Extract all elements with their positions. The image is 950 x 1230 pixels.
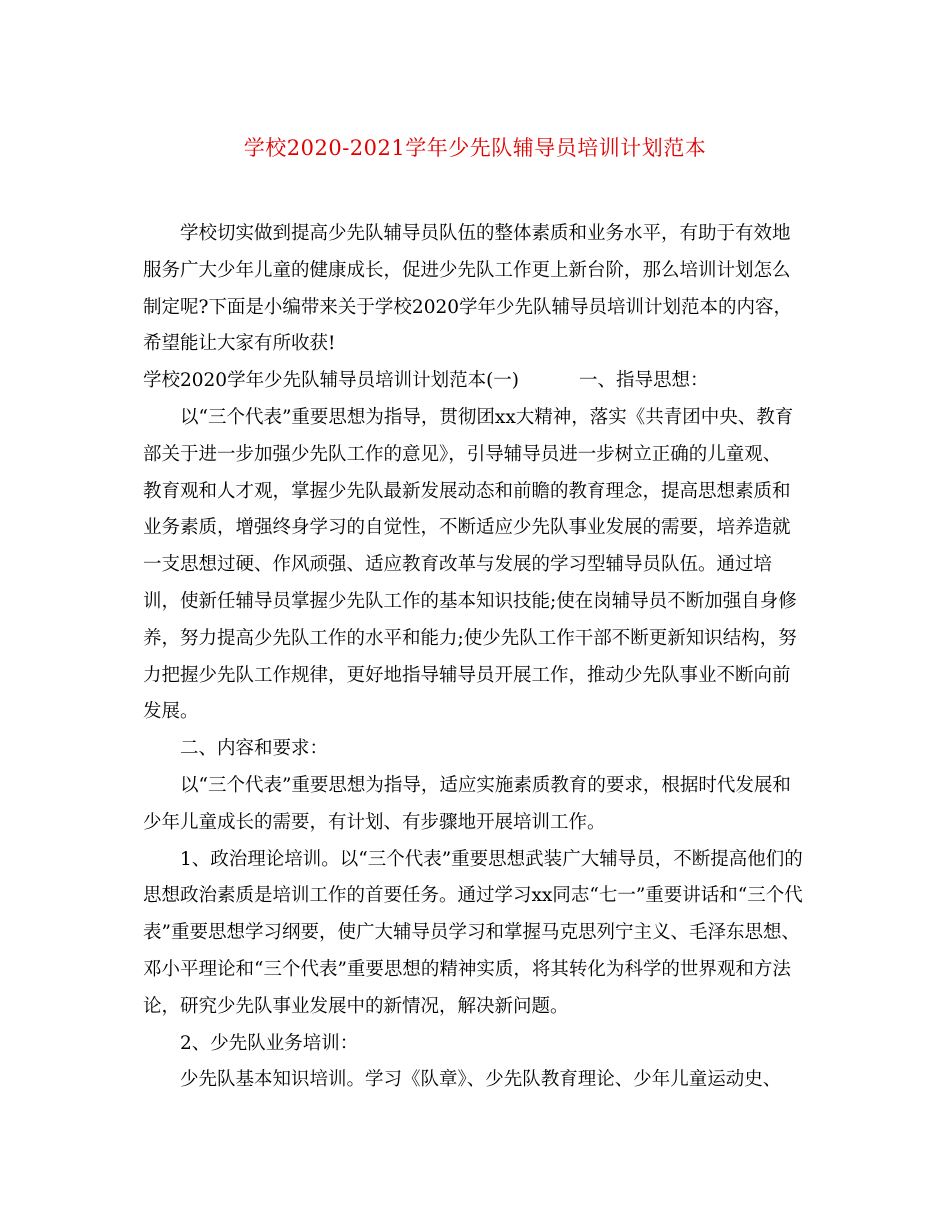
- document-body: [143, 216, 803, 1099]
- paragraph-line: 少先队基本知识培训。学习《队章》、少先队教育理论、少年儿童运动史、: [180, 1069, 782, 1091]
- paragraph-line: 少年儿童成长的需要，有计划、有步骤地开展培训工作。: [143, 811, 606, 833]
- plan-subtitle: 学校2020学年少先队辅导员培训计划范本(一): [143, 370, 520, 392]
- paragraph-line: 训，使新任辅导员掌握少先队工作的基本知识技能;使在岗辅导员不断加强自身修: [143, 590, 797, 612]
- section-heading: 二、内容和要求：: [180, 738, 329, 760]
- paragraph-line: 学校切实做到提高少先队辅导员队伍的整体素质和业务水平，有助于有效地: [180, 223, 791, 244]
- paragraph-line: 服务广大少年儿童的健康成长，促进少先队工作更上新台阶，那么培训计划怎么: [143, 259, 791, 281]
- paragraph-line: 1、政治理论培训。以“三个代表”重要思想武装广大辅导员，不断提高他们的: [180, 848, 803, 870]
- paragraph-line: 以“三个代表”重要思想为指导，贯彻团xx大精神，落实《共青团中央、教育: [180, 406, 794, 428]
- paragraph-line: 发展。: [143, 701, 199, 723]
- paragraph-line: 养，努力提高少先队工作的水平和能力;使少先队工作干部不断更新知识结构，努: [143, 627, 797, 649]
- paragraph-line: 业务素质，增强终身学习的自觉性，不断适应少先队事业发展的需要，培养造就: [143, 517, 791, 539]
- paragraph-line: 部关于进一步加强少先队工作的意见》，引导辅导员进一步树立正确的儿童观、: [143, 443, 782, 465]
- paragraph-line: 表”重要思想学习纲要，使广大辅导员学习和掌握马克思列宁主义、毛泽东思想、: [143, 922, 800, 944]
- paragraph-line: 希望能让大家有所收获!: [143, 333, 336, 355]
- document-title: 学校2020-2021学年少先队辅导员培训计划范本: [243, 136, 707, 160]
- paragraph-line: 邓小平理论和“三个代表”重要思想的精神实质，将其转化为科学的世界观和方法: [143, 958, 791, 980]
- section-heading: 一、指导思想：: [579, 370, 709, 392]
- paragraph-line: 思想政治素质是培训工作的首要任务。通过学习xx同志“七一”重要讲话和“三个代: [143, 885, 803, 907]
- paragraph-line: 论，研究少先队事业发展中的新情况，解决新问题。: [143, 995, 569, 1017]
- paragraph-line: 教育观和人才观，掌握少先队最新发展动态和前瞻的教育理念，提高思想素质和: [143, 480, 791, 502]
- section-heading-line: [143, 363, 803, 400]
- paragraph-line: 一支思想过硬、作风顽强、适应教育改革与发展的学习型辅导员队伍。通过培: [143, 554, 773, 576]
- paragraph-line: 制定呢?下面是小编带来关于学校2020学年少先队辅导员培训计划范本的内容，: [143, 296, 793, 318]
- paragraph-line: 力把握少先队工作规律，更好地指导辅导员开展工作，推动少先队事业不断向前: [143, 664, 791, 686]
- paragraph-line: 以“三个代表”重要思想为指导，适应实施素质教育的要求，根据时代发展和: [180, 774, 791, 796]
- section-heading: 2、少先队业务培训：: [180, 1032, 359, 1054]
